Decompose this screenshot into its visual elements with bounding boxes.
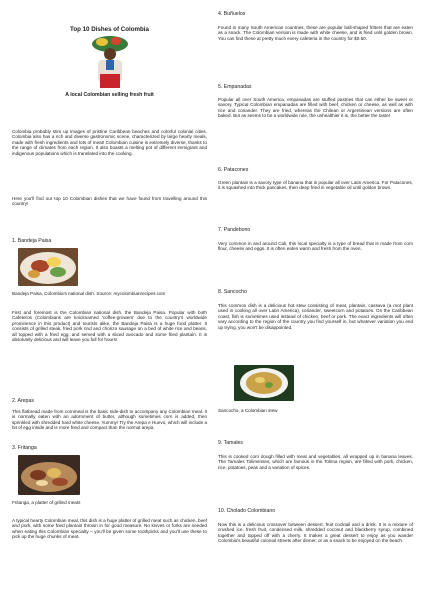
fruit-seller-photo	[70, 36, 150, 88]
dish-heading: 7. Pandebono	[218, 227, 251, 233]
bandeja-paisa-photo	[18, 248, 78, 286]
dish-heading: 10. Cholado Colombiano	[218, 508, 276, 514]
intro-paragraph-2: Here you'll find our top 10 Colombian dishes that we have found from travelling around this country!	[12, 196, 207, 207]
dish-caption: Fritanga, a platter of grilled meats	[12, 500, 81, 505]
dish-text: Green plantain is a savory type of banana that is popular all over Latin America. For Patacones, it is squashed into thick pancakes, then deep fried in vegetable oil until golden brown.	[218, 180, 413, 191]
dish-text: This common dish is a delicious hot stew consisting of meat, plantain, cassava (a root plant used in cooking all over Latin America), coriander, sweetcorn and potatoes. On the Caribbean coast, fish is sometimes used instead of chicken, beef or pork. The exact ingredients will often vary according to the region of the country you find yourself in, but whatever variation you end up trying, you won't be disappointed.	[218, 303, 413, 330]
dish-caption: Sancocho, a Colombian stew	[218, 408, 278, 413]
dish-text: Very common in and around Cali, this local specialty is a type of bread that is made from corn flour, cheese and eggs. It is often eaten warm and fresh from the oven.	[218, 241, 413, 252]
dish-text: Found in many South American countries, these are popular ball-shaped fritters that are eaten as a snack. The Colombian version is made with white cheese, and is fried until golden brown. You can find these at pretty much every cafeteria in the country for $0.50.	[218, 25, 413, 41]
dish-heading: 9. Tamales	[218, 440, 243, 446]
sancocho-photo	[234, 365, 294, 401]
dish-text: Now this is a delicious crossover between dessert, fruit cocktail and a drink. It is a mixture of crushed ice, fresh fruit, condensed milk, shredded coconut and blackberry syrup, combined together and topped off with a cherry. It makes a great dessert to enjoy as you wander Colombia's beautiful colonial streets after dinner, or as a snack to be enjoyed on the beach.	[218, 522, 413, 544]
dish-caption: Bandeja Paisa, Colombia's national dish. Source: mycolombianrecipes.com	[12, 291, 166, 296]
dish-heading: 1. Bandeja Paisa	[12, 238, 52, 244]
dish-text: A typical hearty Colombian meal, this dish is a huge platter of grilled meat such as chicken, beef and pork, with some fried plantain thrown in for good measure. No knives or forks are needed when eating this Colombian specialty – you'll be given some toothpicks and you'll use these to pick up the huge chunks of meat.	[12, 518, 207, 540]
dish-heading: 5. Empanadas	[218, 84, 252, 90]
hero-caption: A local Colombian selling fresh fruit	[65, 92, 154, 98]
dish-heading: 2. Arepas	[12, 398, 34, 404]
dish-text: Popular all over South America, empanadas are stuffed pastries that can either be sweet or savory. Typical Colombian empanadas are filled with beef, chicken or cheese, as well as with rice and coriander. They are fried, whereas the Chilean or Argentinean versions are often baked. But as seems to be a worldwide rule, the unhealthier it is, the better the taste!	[218, 97, 413, 119]
dish-heading: 3. Fritanga	[12, 445, 37, 451]
dish-heading: 8. Sancocho	[218, 289, 247, 295]
fritanga-photo	[18, 455, 80, 495]
intro-paragraph: Colombia probably stirs up images of pristine Caribbean beaches and colorful colonial cities. Colombia also has a rich and diverse gastronomic scene, characterized by large hearty meals, made with fresh ingredients and lots of meat! Colombian cuisine is extremely diverse, thanks to the range of climates from each region. It also boasts a melting pot of different immigrant and indigenous populations which is translated into the cooking.	[12, 129, 207, 156]
dish-text: This flatbread made from cornmeal is the basic side-dish to accompany any Colombian meal. It is normally eaten with an adornment of butter, although sometimes corn is added, then sprinkled with shredded hard white cheese. Yummy! Try the Arepa e Huevo, which will include a bit of egg inside and is more fried and compact than the normal arepa.	[12, 409, 207, 431]
dish-heading: 4. Buñuelos	[218, 11, 246, 17]
page-title: Top 10 Dishes of Colombia	[70, 26, 149, 33]
dish-heading: 6. Patacones	[218, 167, 249, 173]
dish-text: This is cooked corn dough filled with meat and vegetables, all wrapped up in banana leaves. The Tamales Tolimenses, which are famous in the Tolima region, are filled with pork, chicken, rice, potatoes, peas and a variation of spices.	[218, 454, 413, 470]
dish-text: First and foremost is the Colombian national dish, the Bandeja Paisa. Popular with both Cafeteros (Colombians are knicknamed 'coffee-growers' due to the country's worldwide prominence in this product) and tourists alike, the Bandeja Paisa is a huge food platter. It consists of grilled steak, fried pork rind and chorizo sausage on a bed of white rice and beans, all topped with a fried egg, and served with a sliced avocado and some fried plantain. It is absolutely delicious and will leave you full for hours!	[12, 310, 207, 343]
